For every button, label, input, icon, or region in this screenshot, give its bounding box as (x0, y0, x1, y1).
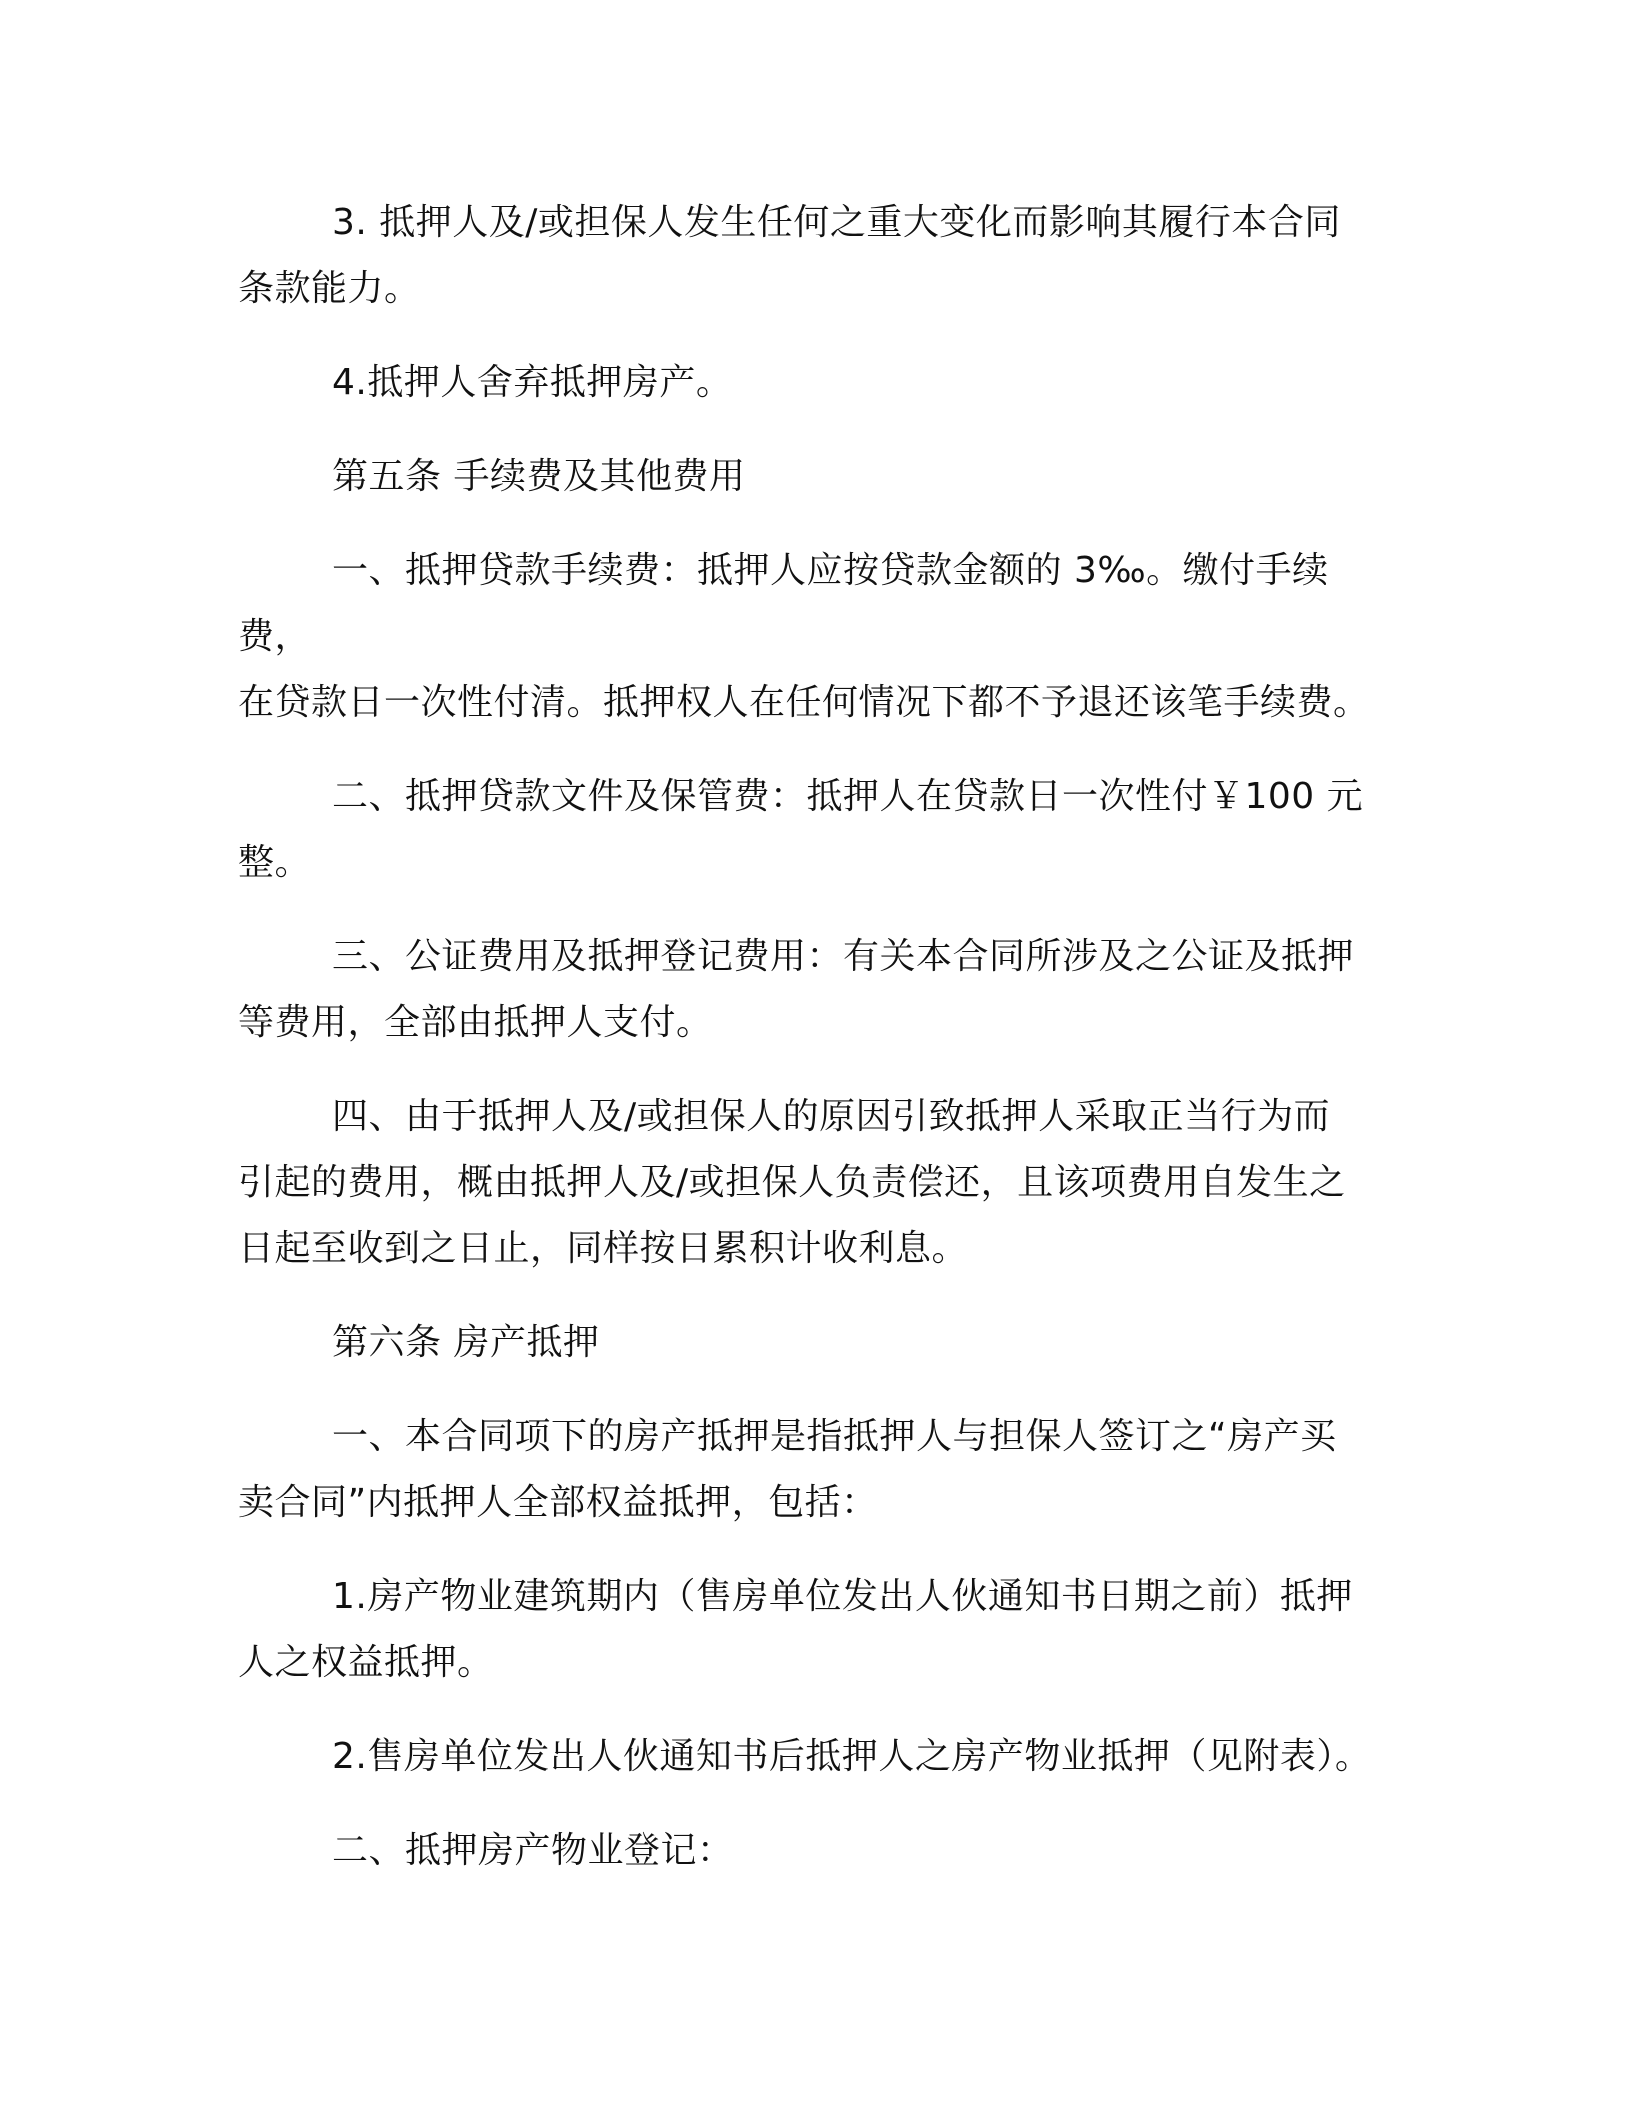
text-line: 第五条 手续费及其他费用 (332, 456, 746, 497)
text-line: 引起的费用，概由抵押人及/或担保人负责偿还，且该项费用自发生之 (238, 1162, 1346, 1203)
text-line: 二、抵押房产物业登记： (332, 1830, 734, 1871)
paragraph-clause-3 (238, 190, 1388, 322)
paragraph-document-fee (238, 764, 1388, 896)
paragraph-notary-fee (238, 924, 1388, 1056)
text-line: 等费用，全部由抵押人支付。 (238, 1002, 713, 1043)
text-line: 卖合同”内抵押人全部权益抵押，包括： (238, 1482, 878, 1523)
article-5-heading (238, 444, 1388, 510)
text-line: 二、抵押贷款文件及保管费：抵押人在贷款日一次性付￥100 元 (332, 776, 1364, 817)
text-line: 四、由于抵押人及/或担保人的原因引致抵押人采取正当行为而 (332, 1096, 1331, 1137)
text-line: 4.抵押人舍弃抵押房产。 (332, 362, 733, 403)
paragraph-item-1 (238, 1564, 1388, 1696)
paragraph-handling-fee (238, 538, 1388, 736)
text-line: 人之权益抵押。 (238, 1642, 494, 1683)
document-body (238, 190, 1388, 1884)
paragraph-mortgage-definition (238, 1404, 1388, 1536)
article-6-heading (238, 1310, 1388, 1376)
text-line: 条款能力。 (238, 268, 421, 309)
text-line: 日起至收到之日止，同样按日累积计收利息。 (238, 1228, 969, 1269)
text-line: 一、抵押贷款手续费：抵押人应按贷款金额的 3‰。缴付手续费， (238, 550, 1329, 657)
text-line: 在贷款日一次性付清。抵押权人在任何情况下都不予退还该笔手续费。 (238, 682, 1370, 723)
text-line: 第六条 房产抵押 (332, 1322, 600, 1363)
text-line: 一、本合同项下的房产抵押是指抵押人与担保人签订之“房产买 (332, 1416, 1337, 1457)
paragraph-item-2 (238, 1724, 1388, 1790)
paragraph-registration (238, 1818, 1388, 1884)
text-line: 三、公证费用及抵押登记费用：有关本合同所涉及之公证及抵押 (332, 936, 1355, 977)
text-line: 整。 (238, 842, 312, 883)
paragraph-clause-4 (238, 350, 1388, 416)
paragraph-other-costs (238, 1084, 1388, 1282)
text-line: 2.售房单位发出人伙通知书后抵押人之房产物业抵押（见附表）。 (332, 1736, 1372, 1777)
text-line: 3. 抵押人及/或担保人发生任何之重大变化而影响其履行本合同 (332, 202, 1341, 243)
text-line: 1.房产物业建筑期内（售房单位发出人伙通知书日期之前）抵押 (332, 1576, 1353, 1617)
